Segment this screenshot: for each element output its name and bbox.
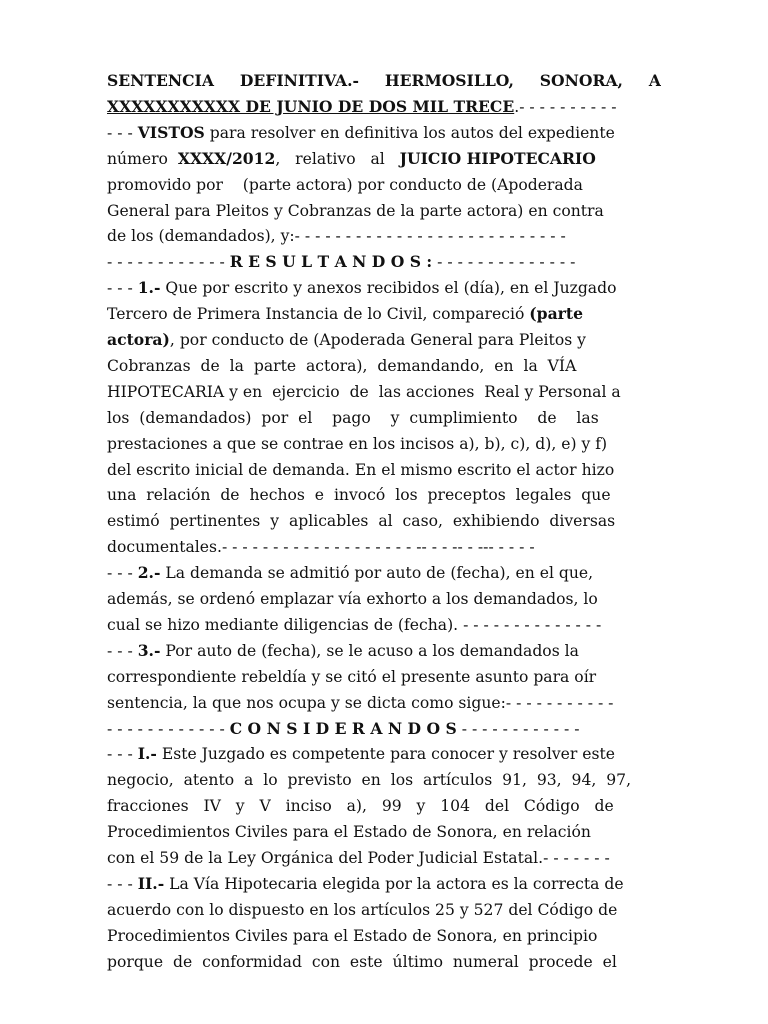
text-run: Tercero de Primera Instancia de lo Civil, compareció (107, 305, 530, 324)
text-line (107, 819, 661, 845)
bold-text-run: 3.- (137, 640, 161, 660)
text-line (107, 793, 661, 819)
text-line (107, 871, 661, 897)
text-line (107, 767, 661, 793)
text-run: - - - (107, 123, 138, 142)
bold-text-run: 2.- (137, 563, 161, 583)
text-line (107, 845, 661, 871)
text-line (107, 120, 661, 146)
text-run: acuerdo con lo dispuesto en los artículos 25 y 527 del Código de (107, 900, 618, 919)
text-line (107, 638, 661, 664)
text-run: - - - (107, 745, 138, 764)
text-line (107, 223, 661, 249)
text-run: de los (demandados), y:- - - - - - - - - - - - - - - - - - - - - - - - - - - (107, 227, 566, 246)
text-run: número (107, 149, 178, 168)
text-run: además, se ordenó emplazar vía exhorto a los demandados, lo (107, 590, 598, 608)
text-line (107, 457, 661, 483)
text-line (107, 690, 661, 716)
bold-text-run: R E S U L T A N D O S : (229, 252, 433, 272)
bold-text-run: DEFINITIVA.- (239, 71, 359, 90)
text-run: Este Juzgado es competente para conocer y resolver este (156, 745, 616, 764)
text-run: con el 59 de la Ley Orgánica del Poder Judicial Estatal.- - - - - - - (107, 849, 610, 867)
bold-text-run: SENTENCIA (107, 71, 214, 90)
bold-text-run: SONORA, (539, 71, 623, 90)
text-run: sentencia, la que nos ocupa y se dicta como sigue:- - - - - - - - - - - (107, 693, 614, 712)
text-line (107, 612, 661, 638)
bold-text-run: II.- (137, 873, 165, 893)
text-run: Que por escrito y anexos recibidos el (día), en el Juzgado (160, 279, 617, 298)
text-run: documentales.- - - - - - - - - - - - - - - - - - - -- - - -- - --- - - - - (107, 538, 535, 557)
text-line (107, 664, 661, 690)
text-line (107, 923, 661, 949)
text-run: - - - (107, 279, 138, 298)
text-run: La Vía Hipotecaria elegida por la actora es la correcta de (164, 874, 624, 893)
text-run: La demanda se admitió por auto de (fecha), en el que, (160, 564, 594, 583)
bold-text-run: (parte (529, 304, 584, 324)
text-line (107, 249, 661, 275)
bold-text-run: VISTOS (137, 122, 205, 142)
text-line (107, 327, 661, 353)
text-line (107, 534, 661, 560)
text-run: prestaciones a que se contrae en los incisos a), b), c), d), e) y f) (107, 434, 608, 453)
text-run: - - - - - - - - - - - - - - (432, 253, 576, 272)
bold-text-run: C O N S I D E R A N D O S (229, 718, 457, 738)
text-run: del escrito inicial de demanda. En el mismo escrito el actor hizo (107, 460, 615, 479)
text-line (107, 431, 661, 457)
text-run: correspondiente rebeldía y se citó el presente asunto para oír (107, 667, 597, 686)
text-run: Procedimientos Civiles para el Estado de Sonora, en relación (107, 823, 591, 842)
text-run: - - - (107, 564, 138, 583)
text-run: los (demandados) por el pago y cumplimiento de las (107, 408, 599, 427)
text-line (107, 586, 661, 612)
text-run: - - - - - - - - - - - - (107, 253, 230, 272)
text-line (107, 198, 661, 224)
text-run: estimó pertinentes y aplicables al caso, exhibiendo diversas (107, 512, 616, 531)
text-line (107, 379, 661, 405)
text-run: General para Pleitos y Cobranzas de la parte actora) en contra (107, 201, 604, 220)
text-run: fracciones IV y V inciso a), 99 y 104 del Código de (107, 797, 614, 816)
bold-text-run: HERMOSILLO, (384, 71, 514, 90)
bold-text-run: XXXX/2012 (177, 148, 276, 168)
text-run: para resolver en definitiva los autos del expediente (204, 123, 615, 142)
text-run: - - - (107, 641, 138, 660)
text-line (107, 172, 661, 198)
bold-text-run: actora) (107, 330, 170, 349)
text-run: negocio, atento a lo previsto en los artículos 91, 93, 94, 97, (107, 771, 632, 790)
bold-text-run: XXXXXXXXXXX DE JUNIO DE DOS MIL TRECE (107, 96, 515, 116)
text-line (107, 897, 661, 923)
text-run: HIPOTECARIA y en ejercicio de las acciones Real y Personal a (107, 382, 621, 401)
text-line (107, 146, 661, 172)
text-run: , relativo al (275, 149, 400, 168)
text-run: Por auto de (fecha), se le acuso a los demandados la (160, 641, 579, 660)
text-run: - - - (107, 874, 138, 893)
text-run: Procedimientos Civiles para el Estado de Sonora, en principio (107, 926, 598, 945)
text-run: promovido por (parte actora) por conducto de (Apoderada (107, 175, 583, 194)
text-run: porque de conformidad con este último numeral procede el (107, 952, 617, 971)
text-run: - - - - - - - - - - - - (107, 719, 230, 738)
text-run: Cobranzas de la parte actora), demandando, en la VÍA (107, 356, 577, 375)
text-run: una relación de hechos e invocó los preceptos legales que (107, 486, 611, 505)
text-run: - - - - - - - - - - - - (456, 719, 580, 738)
text-line (107, 482, 661, 508)
bold-text-run: I.- (137, 744, 157, 764)
text-line (107, 741, 661, 767)
text-run: , por conducto de (Apoderada General para Pleitos y (169, 331, 586, 349)
text-line (107, 405, 661, 431)
bold-text-run: A (648, 71, 661, 90)
text-line (107, 68, 661, 94)
text-line (107, 560, 661, 586)
text-run: .- - - - - - - - - - (514, 97, 617, 116)
text-line (107, 275, 661, 301)
bold-text-run: 1.- (137, 278, 161, 298)
text-line (107, 508, 661, 534)
text-line (107, 94, 661, 120)
bold-text-run: JUICIO HIPOTECARIO (399, 148, 596, 168)
text-line (107, 716, 661, 742)
text-run: cual se hizo mediante diligencias de (fecha). - - - - - - - - - - - - - - (107, 615, 602, 634)
text-line (107, 949, 661, 975)
text-line (107, 301, 661, 327)
text-line (107, 353, 661, 379)
